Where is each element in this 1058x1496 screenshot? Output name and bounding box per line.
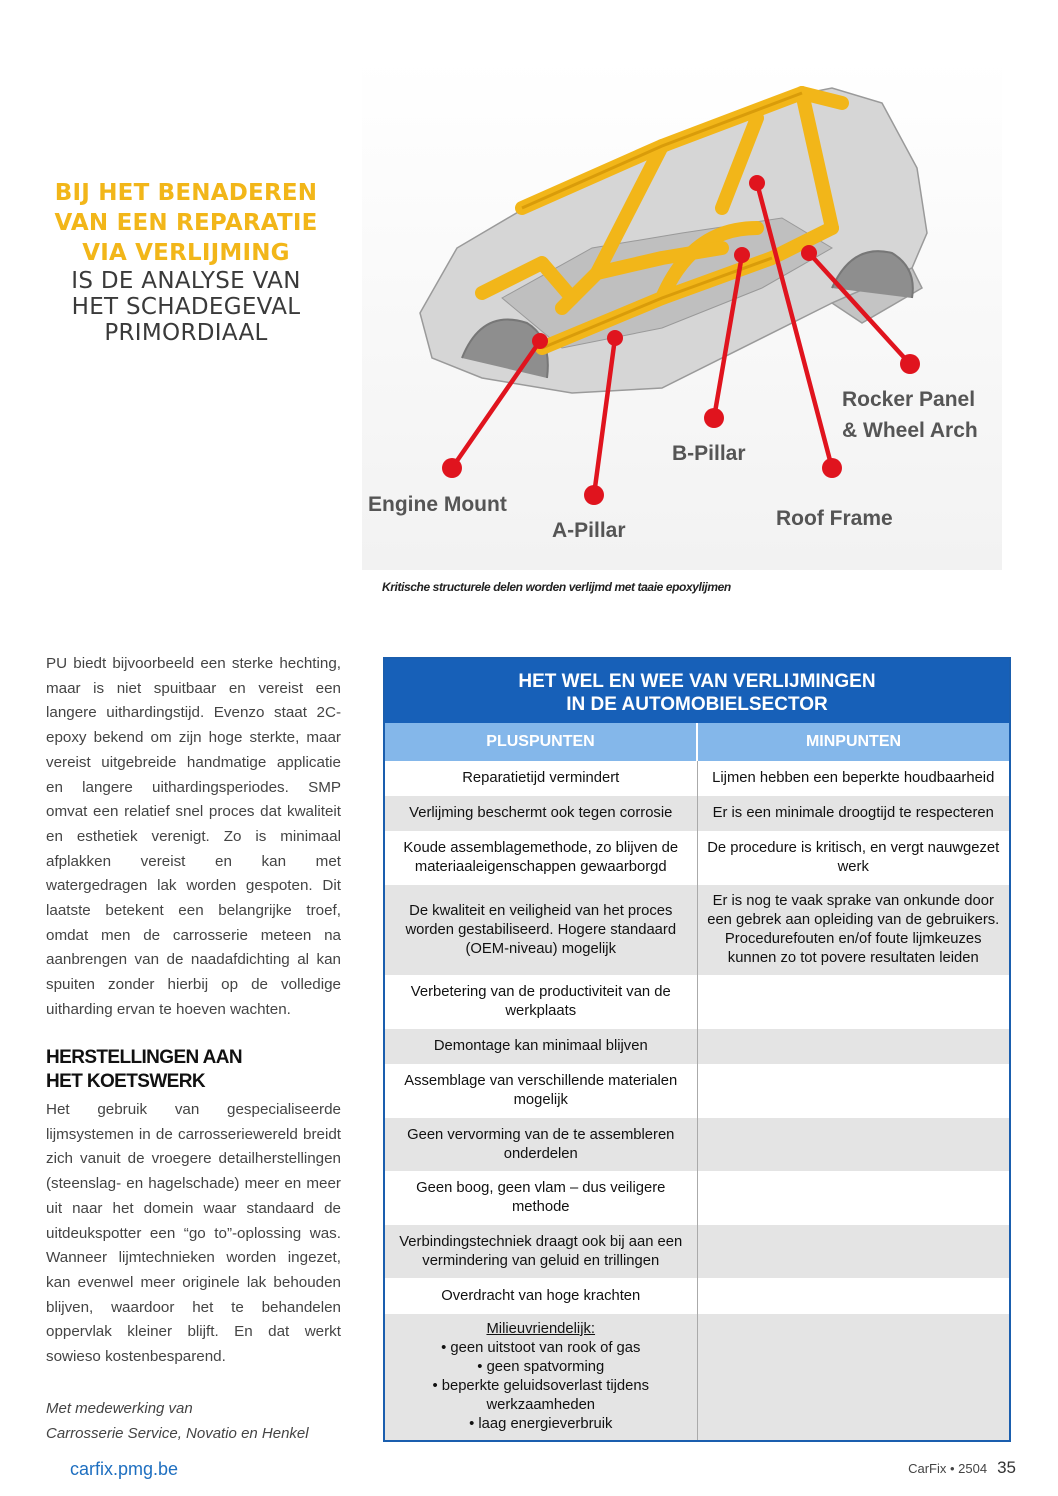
pull-quote-highlight: BIJ HET BENADEREN VAN EEN REPARATIE VIA VERLIJMING — [54, 180, 318, 266]
plus-cell: Reparatietijd vermindert — [385, 761, 698, 796]
section-heading: HERSTELLINGEN AAN HET KOETSWERK — [46, 1047, 242, 1092]
plus-cell: Verbindingstechniek draagt ook bij aan een vermindering van geluid en trillingen — [385, 1225, 698, 1278]
plus-cell: Koude assemblagemethode, zo blijven de materiaaleigenschappen gewaarborgd — [385, 831, 698, 885]
plus-cell: Overdracht van hoge krachten — [385, 1278, 698, 1314]
rocker-panel-marker — [801, 245, 817, 261]
min-cell: Er is nog te vaak sprake van onkunde door een gebrek aan opleiding van de gebruikers. Procedurefouten en/of foute lijmkeuzes kunnen zo tot povere resultaten leiden — [707, 893, 1000, 966]
table-row — [385, 885, 1009, 975]
min-cell: De procedure is kritisch, en vergt nauwgezet werk — [707, 840, 1000, 875]
min-cell — [698, 975, 1010, 1029]
roof-frame-marker — [749, 175, 765, 191]
page-number: 35 — [997, 1458, 1016, 1477]
min-cell — [698, 1225, 1010, 1278]
pros-cons-table — [383, 657, 1011, 1442]
min-cell — [698, 1029, 1010, 1064]
credits: Met medewerking van Carrosserie Service, Novatio en Henkel — [46, 1400, 309, 1442]
image-caption: Kritische structurele delen worden verlijmd met taaie epoxylijmen — [382, 580, 731, 594]
table-row — [385, 975, 1009, 1029]
plus-cell: Demontage kan minimaal blijven — [385, 1029, 698, 1064]
body-paragraph: PU biedt bijvoorbeeld een sterke hechting, maar is niet spuitbaar en vereist een langere uithardingstijd. Evenzo staat 2C-epoxy bekend om zijn hoge sterkte, maar vereist uitgebreide handmatige applicatie en langere uithardingsperiodes. SMP omvat een relatief snel proces dat kwaliteit en esthetiek verenigt. Zo is minimaal afplakken vereist en kan met watergedragen lak worden gespoten. Dit laatste betekent een belangrijke troef, omdat men de carrosserie meteen na aanbrengen van de naadafdichting al kan spuiten zonder hierbij op de volledige uitharding ervan te hoeven wachten. — [46, 655, 341, 1018]
page-footer — [908, 1458, 1016, 1478]
table-row — [385, 1171, 1009, 1225]
column-header-min: MINPUNTEN — [805, 733, 902, 750]
min-cell — [698, 1118, 1010, 1171]
a-pillar-label: A-Pillar — [552, 519, 626, 542]
min-cell — [698, 1314, 1010, 1440]
pull-quote-text: IS DE ANALYSE VAN HET SCHADEGEVAL PRIMORDIAAL — [71, 268, 301, 346]
table-row — [385, 1029, 1009, 1064]
table-row — [385, 1064, 1009, 1118]
wheel-arch-label: & Wheel Arch — [842, 419, 978, 442]
min-cell: Er is een minimale droogtijd te respecteren — [712, 805, 994, 821]
table-row — [385, 1118, 1009, 1171]
plus-cell: Assemblage van verschillende materialen mogelijk — [385, 1064, 698, 1118]
issue-label: CarFix • 2504 — [908, 1461, 988, 1476]
plus-cell: Geen boog, geen vlam – dus veiligere methode — [385, 1171, 698, 1225]
plus-cell-environment: Milieuvriendelijk: • geen uitstoot van rook of gas • geen spatvorming • beperkte geluidsoverlast tijdens werkzaamheden • laag energieverbruik — [385, 1314, 698, 1440]
engine-mount-marker — [532, 333, 548, 349]
roof-frame-label: Roof Frame — [776, 507, 893, 530]
b-pillar-label: B-Pillar — [672, 442, 746, 465]
car-structure-illustration — [362, 58, 1002, 570]
column-header-plus: PLUSPUNTEN — [385, 723, 698, 761]
plus-cell: Geen vervorming van de te assembleren onderdelen — [385, 1118, 698, 1171]
body-column — [46, 652, 341, 1023]
pull-quote — [40, 178, 332, 346]
min-cell — [698, 1064, 1010, 1118]
b-pillar-marker — [734, 247, 750, 263]
body-paragraph-2: Het gebruik van gespecialiseerde lijmsystemen in de carrosseriewereld breidt zich vanuit de vroegere detailherstellingen (steenslag- en hagelschade) meer en meer uit naar het domein waar standaard de uitdeukspotter een “go to”-oplossing was. Wanneer lijmtechnieken worden ingezet, kan evenwel meer originele lak behouden blijven, waardoor het te behandelen oppervlak kleiner blijft. En dat werkt sowieso kostenbesparend. — [46, 1101, 341, 1366]
plus-cell: De kwaliteit en veiligheid van het proces worden gestabiliseerd. Hogere standaard (OEM-niveau) mogelijk — [385, 885, 698, 975]
a-pillar-marker — [607, 330, 623, 346]
table-row — [385, 1278, 1009, 1314]
table-row — [385, 761, 1009, 796]
table-row — [385, 1225, 1009, 1278]
table-row — [385, 796, 1009, 831]
plus-cell: Verlijming beschermt ook tegen corrosie — [385, 796, 698, 831]
rocker-panel-label: Rocker Panel — [842, 388, 976, 411]
min-cell: Lijmen hebben een beperkte houdbaarheid — [712, 770, 995, 786]
body-column-2 — [46, 1098, 341, 1370]
table-header-row — [385, 723, 1009, 761]
table-row — [385, 831, 1009, 885]
plus-cell: Verbetering van de productiviteit van de werkplaats — [385, 975, 698, 1029]
min-cell — [698, 1278, 1010, 1314]
website-link[interactable]: carfix.pmg.be — [70, 1459, 179, 1479]
table-title: HET WEL EN WEE VAN VERLIJMINGEN IN DE AUTOMOBIELSECTOR — [385, 659, 1009, 723]
table-row — [385, 1314, 1009, 1440]
min-cell — [698, 1171, 1010, 1225]
engine-mount-label: Engine Mount — [368, 493, 507, 516]
